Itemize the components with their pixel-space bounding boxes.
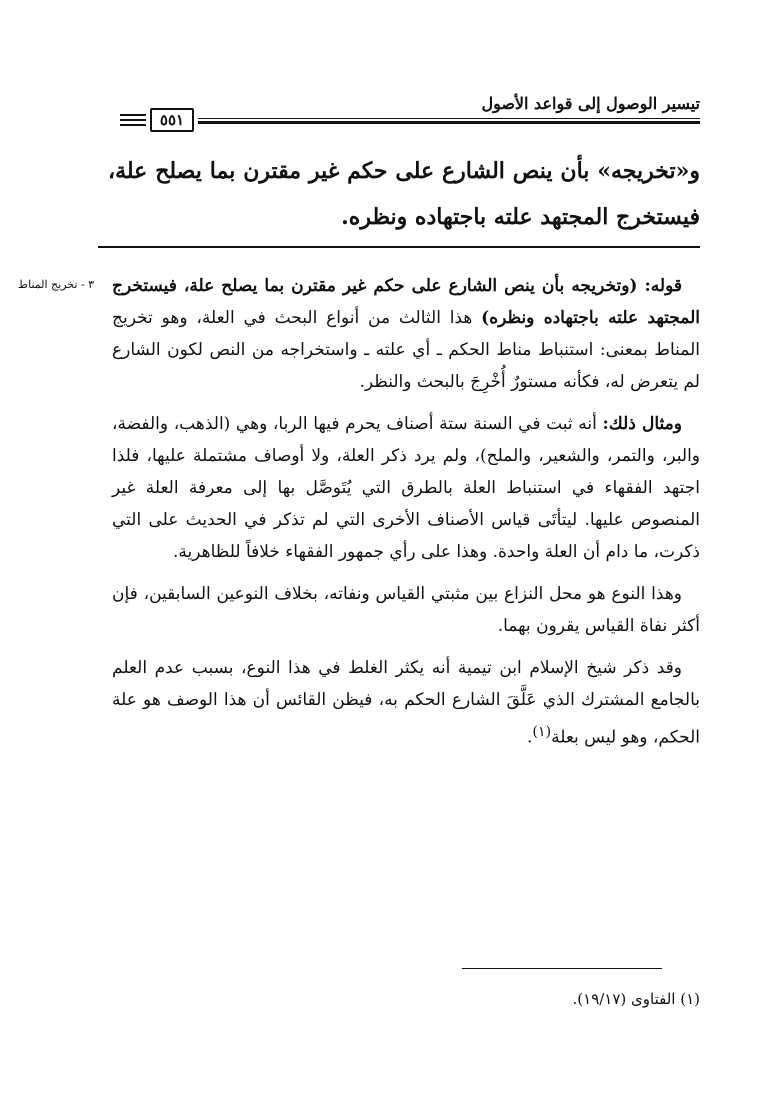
commentary-paragraph-3: وهذا النوع هو محل النزاع بين مثبتي القياس ونفاته، بخلاف النوعين السابقين، فإن أكثر نفاة القياس يقرون بهما. xyxy=(112,584,700,636)
footnote-rule xyxy=(462,968,662,969)
page-number: ٥٥١ xyxy=(150,108,194,132)
main-text: و«تخريجه» بأن ينص الشارع على حكم غير مقترن بما يصلح علة، فيستخرج المجتهد علته باجتهاده ونظره. xyxy=(108,158,700,230)
main-text-divider xyxy=(98,246,700,248)
commentary xyxy=(112,270,700,764)
page-number-box xyxy=(120,107,194,133)
margin-heading-title: تخريج المناط xyxy=(17,278,78,291)
margin-heading-number: ٣ - xyxy=(80,278,95,291)
header-rule xyxy=(198,118,700,124)
footnote-reference: (١) xyxy=(532,724,552,740)
paragraph-lead-example: ومثال ذلك: xyxy=(602,414,682,434)
paragraph-body: هذا الثالث من أنواع البحث في العلة، وهو تخريج المناط بمعنى: استنباط مناط الحكم ـ أي علته ـ واستخراجه من النص لكون الشارع لم يتعرض له، فكأنه مستورٌ أُخْرِجَ بالبحث والنظر. xyxy=(112,308,700,392)
footnote: (١) الفتاوى (١٩/١٧). xyxy=(572,990,700,1008)
commentary-paragraph-4 xyxy=(112,652,700,754)
commentary-paragraph-2 xyxy=(112,408,700,568)
commentary-paragraph-1 xyxy=(112,270,700,398)
paragraph-body: وقد ذكر شيخ الإسلام ابن تيمية أنه يكثر الغلط في هذا النوع، بسبب عدم العلم بالجامع المشترك الذي عَلَّقَ الشارع الحكم به، فيظن القائس أن هذا الوصف هو علة الحكم، وهو ليس بعلة xyxy=(112,658,700,748)
ornament-bars xyxy=(120,111,146,129)
paragraph-body: أنه ثبت في السنة ستة أصناف يحرم فيها الربا، وهي (الذهب، والفضة، والبر، والتمر، والشعير، والملح)، ولم يرد ذكر العلة، ولا أوصاف مشتملة عليها، فلذا اجتهد الفقهاء في استنباط العلة بالطرق التي يُتَوصَّل بها إلى معرفة العلة غير المنصوص عليها. ليتأتَى قياس الأصناف الأخرى التي لم تذكر في الحديث على التي ذكرت، ما دام أن العلة واحدة. وهذا على رأي جمهور الفقهاء خلافاً للظاهرية. xyxy=(112,414,700,562)
paragraph-lead-quote: قوله: (وتخريجه بأن ينص الشارع على حكم غير مقترن بما يصلح علة، فيستخرج المجتهد علته باجتهاده ونظره) xyxy=(112,276,700,328)
running-title: تيسير الوصول إلى قواعد الأصول xyxy=(481,94,700,113)
paragraph-end: . xyxy=(527,727,533,748)
margin-heading xyxy=(16,276,96,294)
